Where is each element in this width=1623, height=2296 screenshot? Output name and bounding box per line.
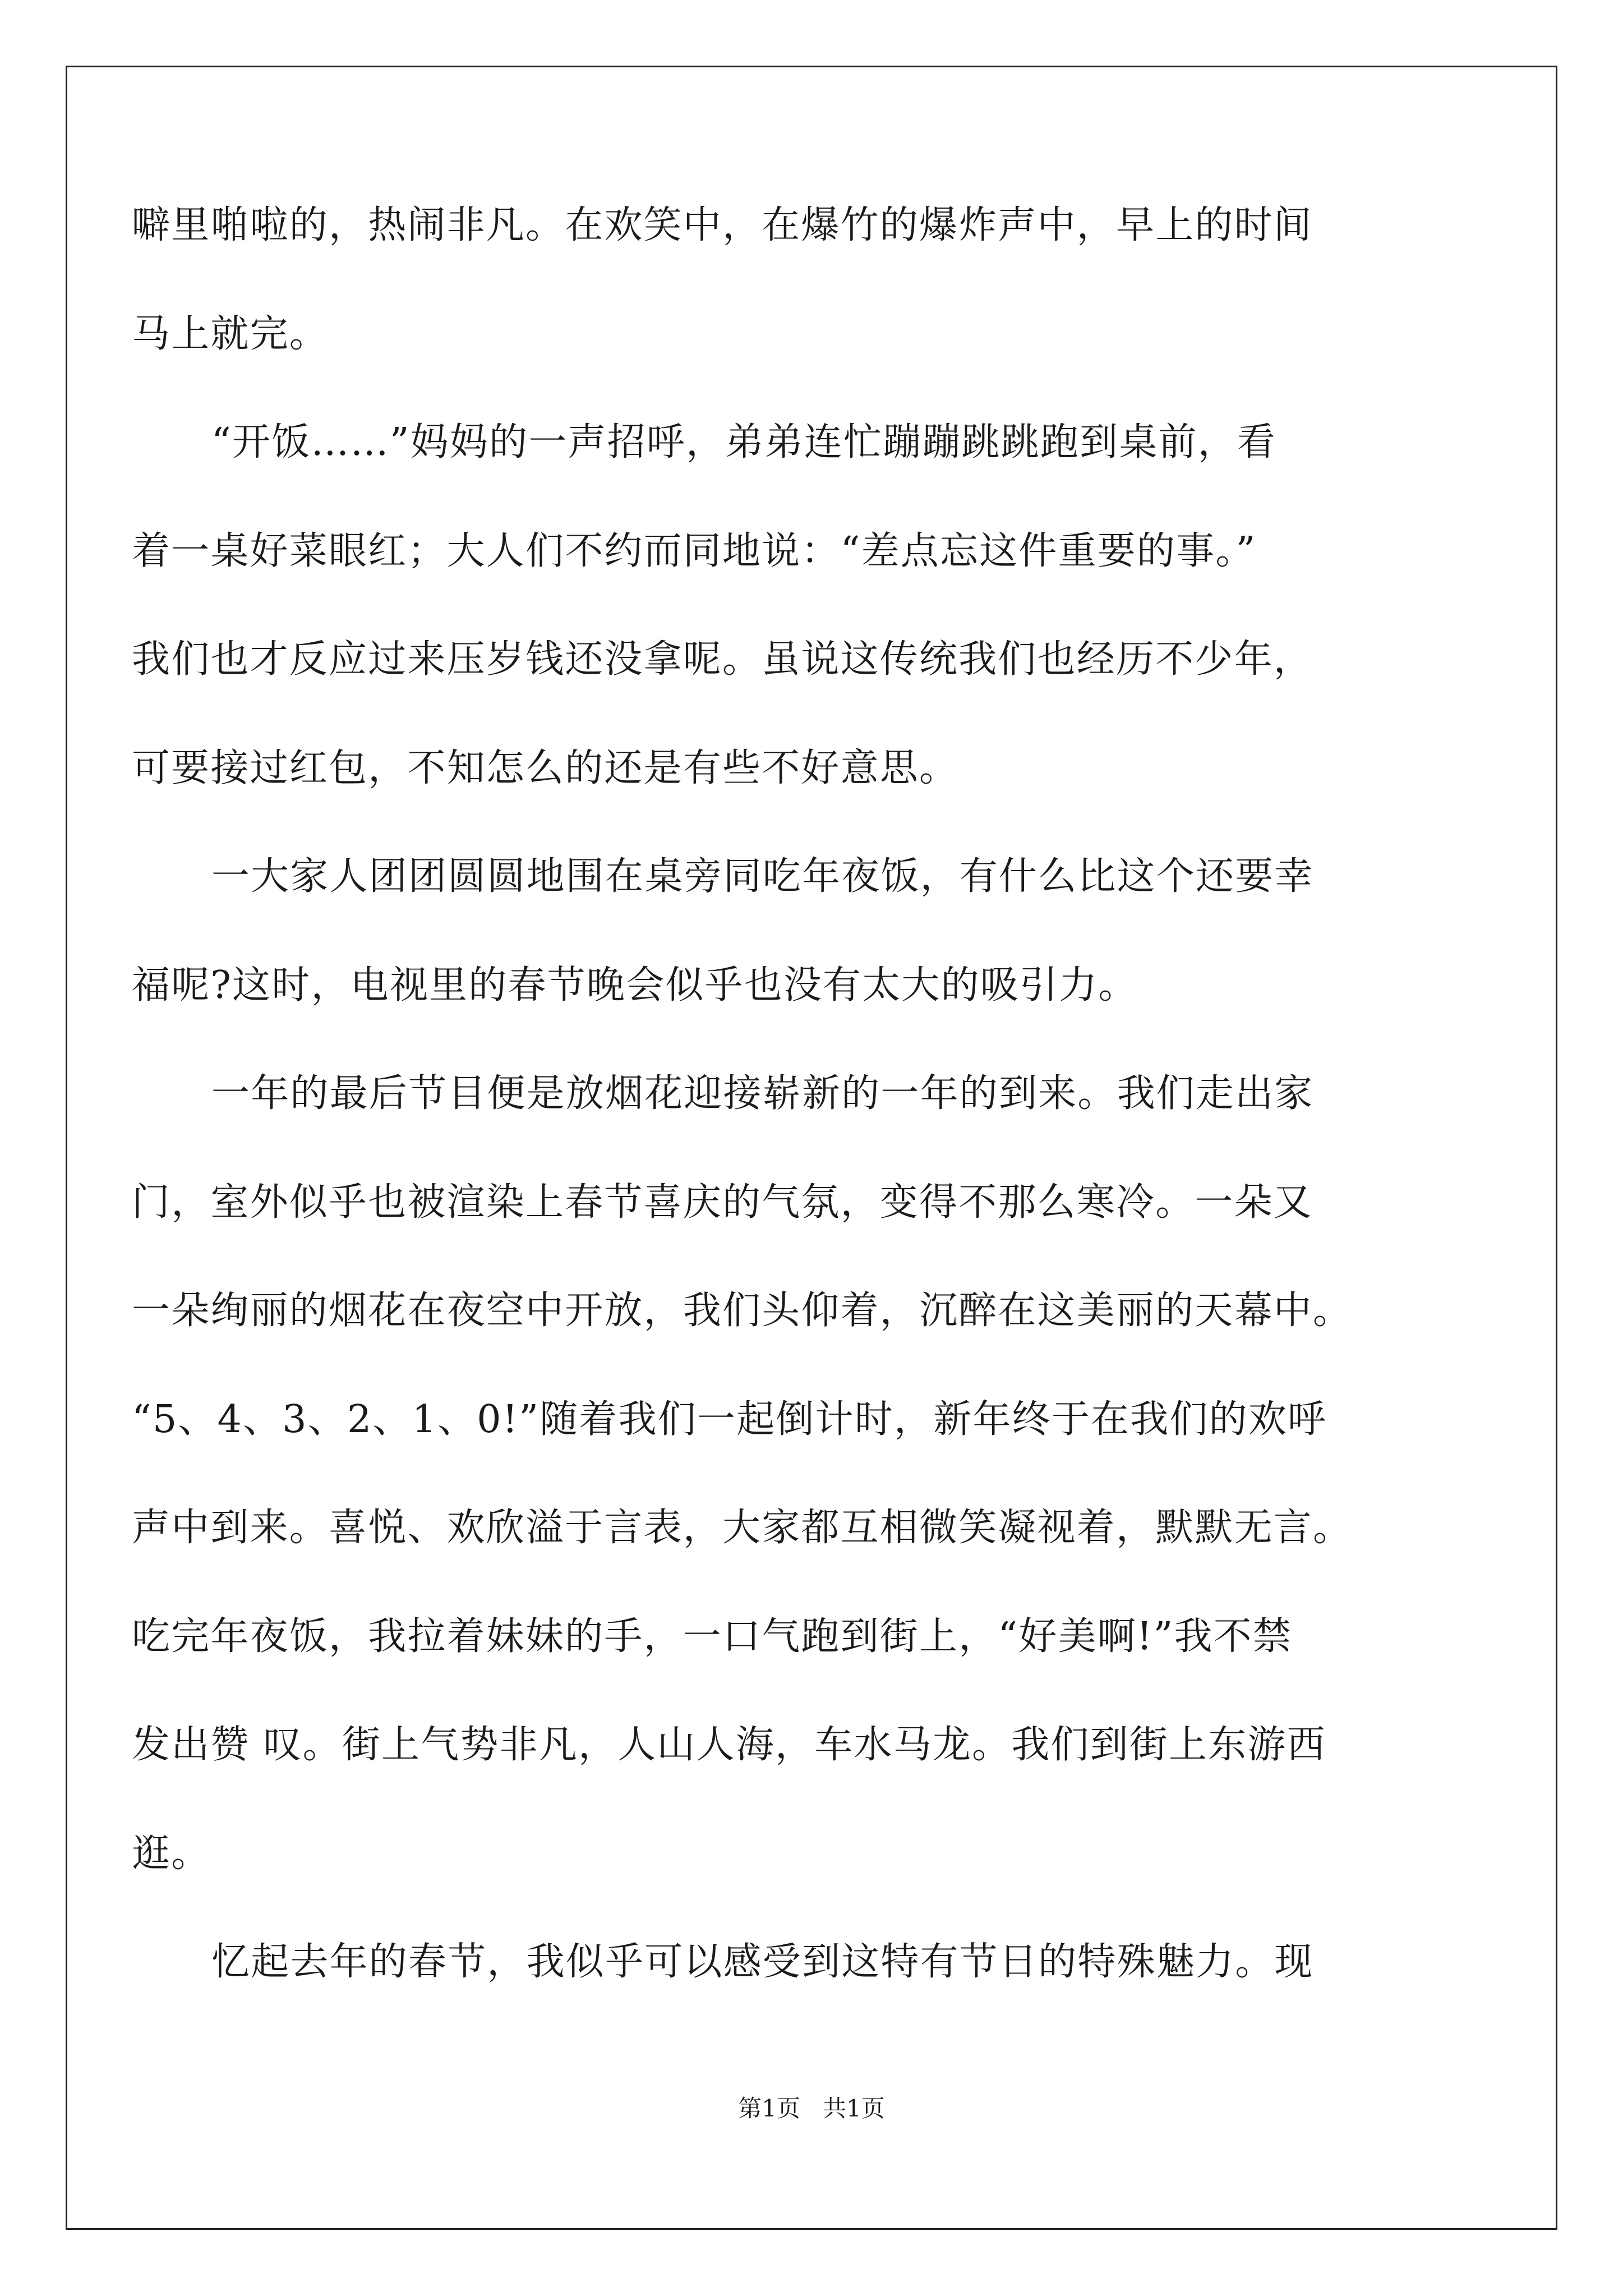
text-line: “5、4、3、2、1、0!”随着我们一起倒计时，新年终于在我们的欢呼 — [132, 1397, 1327, 1442]
text-line: 吃完年夜饭，我拉着妹妹的手，一口气跑到街上，“好美啊!”我不禁 — [132, 1614, 1293, 1659]
text-line: 声中到来。喜悦、欢欣溢于言表，大家都互相微笑凝视着，默默无言。 — [132, 1506, 1353, 1550]
text-line: 着一桌好菜眼红；大人们不约而同地说：“差点忘这件重要的事。” — [132, 528, 1257, 573]
text-line: 可要接过红包，不知怎么的还是有些不好意思。 — [132, 746, 959, 790]
text-line: 发出赞 叹。街上气势非凡，人山人海，车水马龙。我们到街上东游西 — [132, 1723, 1326, 1767]
text-line: 门，室外似乎也被渲染上春节喜庆的气氛，变得不那么寒冷。一朵又 — [132, 1180, 1313, 1225]
text-line: 马上就完。 — [132, 311, 329, 356]
text-line: 一朵绚丽的烟花在夜空中开放，我们头仰着，沉醉在这美丽的天幕中。 — [132, 1289, 1353, 1333]
document-body — [132, 203, 1427, 2049]
text-line: 一大家人团团圆圆地围在桌旁同吃年夜饭，有什么比这个还要幸 — [211, 854, 1314, 899]
page-number-footer: 第1页 共1页 — [738, 2095, 885, 2122]
text-line: 噼里啪啦的，热闹非凡。在欢笑中，在爆竹的爆炸声中，早上的时间 — [132, 203, 1313, 247]
text-line: 忆起去年的春节，我似乎可以感受到这特有节日的特殊魅力。现 — [211, 1940, 1314, 1984]
text-line: 福呢?这时，电视里的春节晚会似乎也没有太大的吸引力。 — [132, 963, 1138, 1007]
text-line: 逛。 — [132, 1831, 211, 1876]
text-line: “开饭……”妈妈的一声招呼，弟弟连忙蹦蹦跳跳跑到桌前，看 — [211, 420, 1277, 464]
text-line: 我们也才反应过来压岁钱还没拿呢。虽说这传统我们也经历不少年， — [132, 637, 1313, 682]
text-line: 一年的最后节目便是放烟花迎接崭新的一年的到来。我们走出家 — [211, 1071, 1314, 1116]
